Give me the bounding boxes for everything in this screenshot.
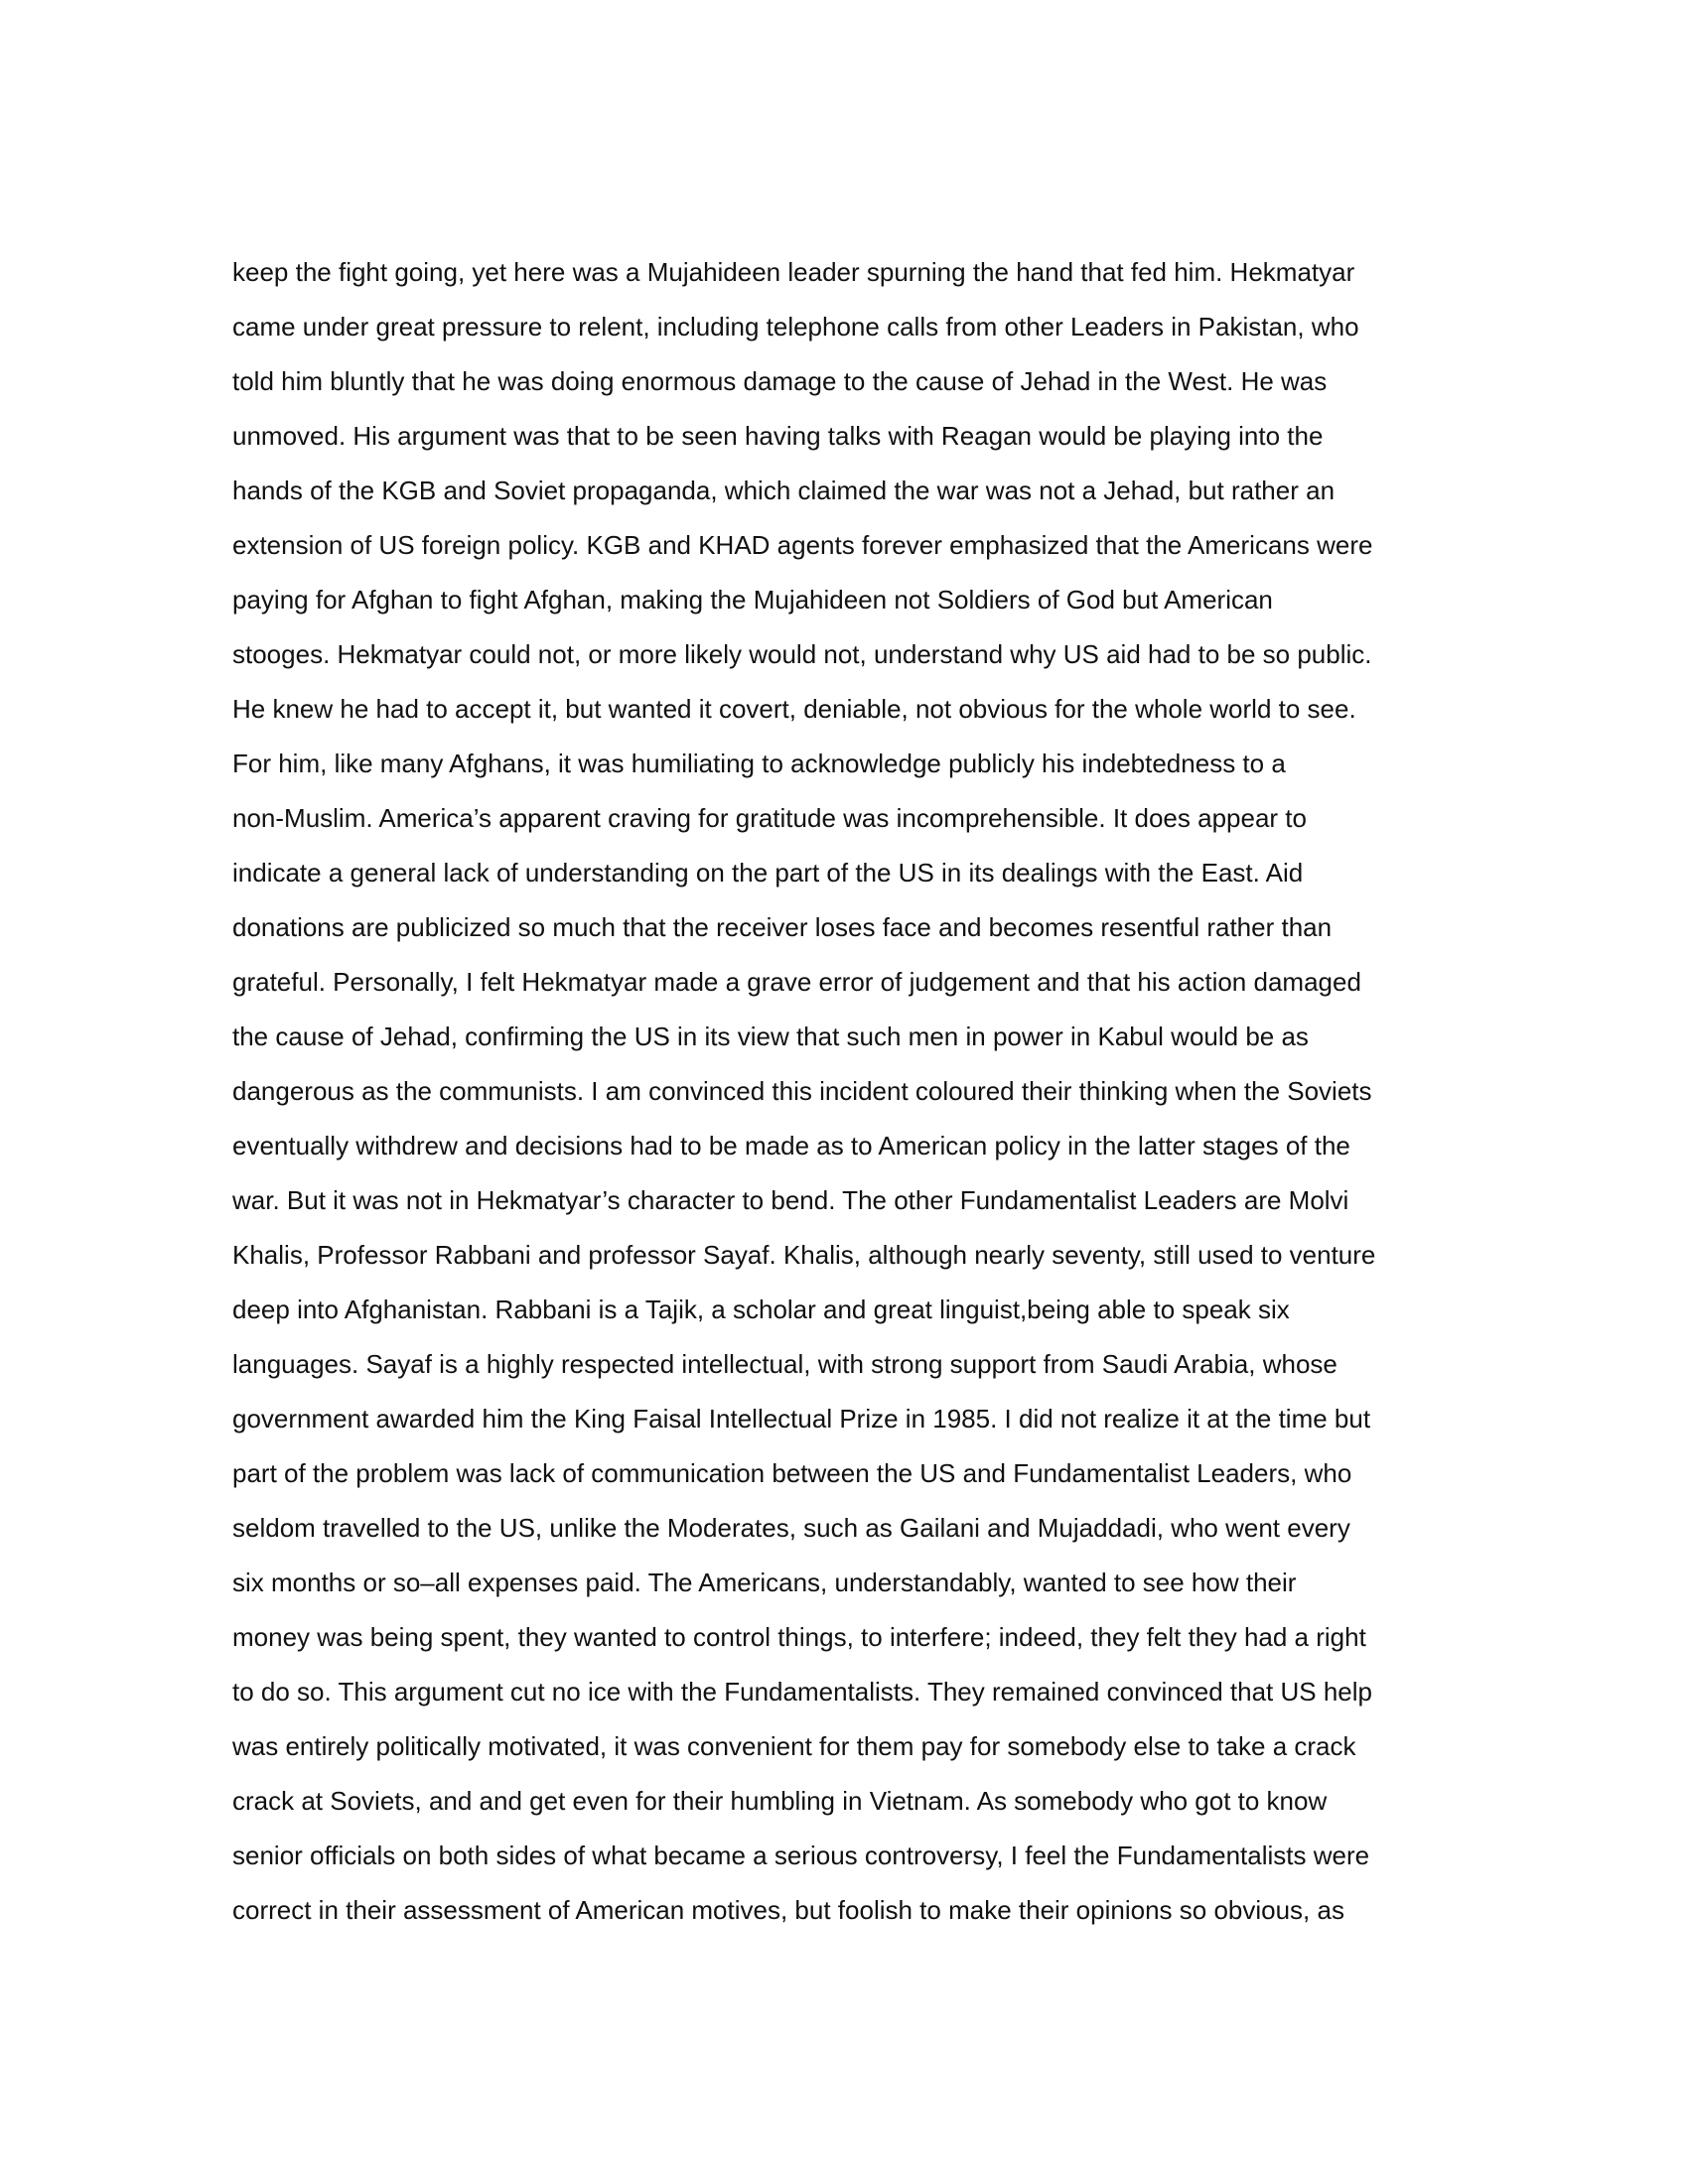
text-line: was entirely politically motivated, it was convenient for them pay for somebody else to take a crack: [232, 1731, 1356, 1761]
text-line: money was being spent, they wanted to control things, to interfere; indeed, they felt they had a right: [232, 1622, 1366, 1652]
text-line: For him, like many Afghans, it was humiliating to acknowledge publicly his indebtedness to a: [232, 749, 1286, 778]
text-line: six months or so–all expenses paid. The Americans, understandably, wanted to see how their: [232, 1568, 1297, 1597]
text-line: war. But it was not in Hekmatyar’s character to bend. The other Fundamentalist Leaders are Molvi: [232, 1185, 1349, 1215]
text-line: He knew he had to accept it, but wanted it covert, deniable, not obvious for the whole world to see.: [232, 694, 1356, 724]
text-line: grateful. Personally, I felt Hekmatyar made a grave error of judgement and that his action damaged: [232, 967, 1361, 997]
text-line: government awarded him the King Faisal Intellectual Prize in 1985. I did not realize it at the time but: [232, 1404, 1371, 1433]
text-line: indicate a general lack of understanding on the part of the US in its dealings with the East. Aid: [232, 858, 1304, 887]
text-line: deep into Afghanistan. Rabbani is a Tajik, a scholar and great linguist,being able to speak six: [232, 1295, 1290, 1324]
body-text: [232, 245, 1464, 1938]
text-line: stooges. Hekmatyar could not, or more likely would not, understand why US aid had to be so public.: [232, 639, 1372, 669]
text-line: senior officials on both sides of what became a serious controversy, I feel the Fundamentalists were: [232, 1841, 1370, 1870]
text-line: the cause of Jehad, confirming the US in its view that such men in power in Kabul would be as: [232, 1022, 1309, 1051]
text-line: donations are publicized so much that the receiver loses face and becomes resentful rather than: [232, 912, 1333, 942]
text-line: languages. Sayaf is a highly respected intellectual, with strong support from Saudi Arabia, whose: [232, 1349, 1337, 1379]
text-line: part of the problem was lack of communication between the US and Fundamentalist Leaders, who: [232, 1458, 1352, 1488]
text-line: keep the fight going, yet here was a Mujahideen leader spurning the hand that fed him. Hekmatyar: [232, 257, 1355, 287]
text-line: unmoved. His argument was that to be seen having talks with Reagan would be playing into the: [232, 421, 1324, 451]
text-line: correct in their assessment of American motives, but foolish to make their opinions so obvious, as: [232, 1895, 1344, 1925]
text-line: extension of US foreign policy. KGB and KHAD agents forever emphasized that the Americans were: [232, 530, 1373, 560]
text-line: to do so. This argument cut no ice with the Fundamentalists. They remained convinced that US help: [232, 1677, 1372, 1706]
text-line: dangerous as the communists. I am convinced this incident coloured their thinking when the Soviets: [232, 1076, 1372, 1106]
text-line: crack at Soviets, and and get even for their humbling in Vietnam. As somebody who got to know: [232, 1786, 1328, 1816]
text-line: Khalis, Professor Rabbani and professor Sayaf. Khalis, although nearly seventy, still used to venture: [232, 1240, 1376, 1270]
text-line: seldom travelled to the US, unlike the Moderates, such as Gailani and Mujaddadi, who went every: [232, 1513, 1350, 1543]
text-line: came under great pressure to relent, including telephone calls from other Leaders in Pakistan, who: [232, 312, 1359, 341]
text-line: paying for Afghan to fight Afghan, making the Mujahideen not Soldiers of God but American: [232, 585, 1273, 614]
text-line: hands of the KGB and Soviet propaganda, which claimed the war was not a Jehad, but rather an: [232, 476, 1336, 505]
text-line: non-Muslim. America’s apparent craving for gratitude was incomprehensible. It does appear to: [232, 803, 1307, 833]
text-line: eventually withdrew and decisions had to be made as to American policy in the latter stages of the: [232, 1131, 1350, 1160]
text-line: told him bluntly that he was doing enormous damage to the cause of Jehad in the West. He was: [232, 366, 1328, 396]
